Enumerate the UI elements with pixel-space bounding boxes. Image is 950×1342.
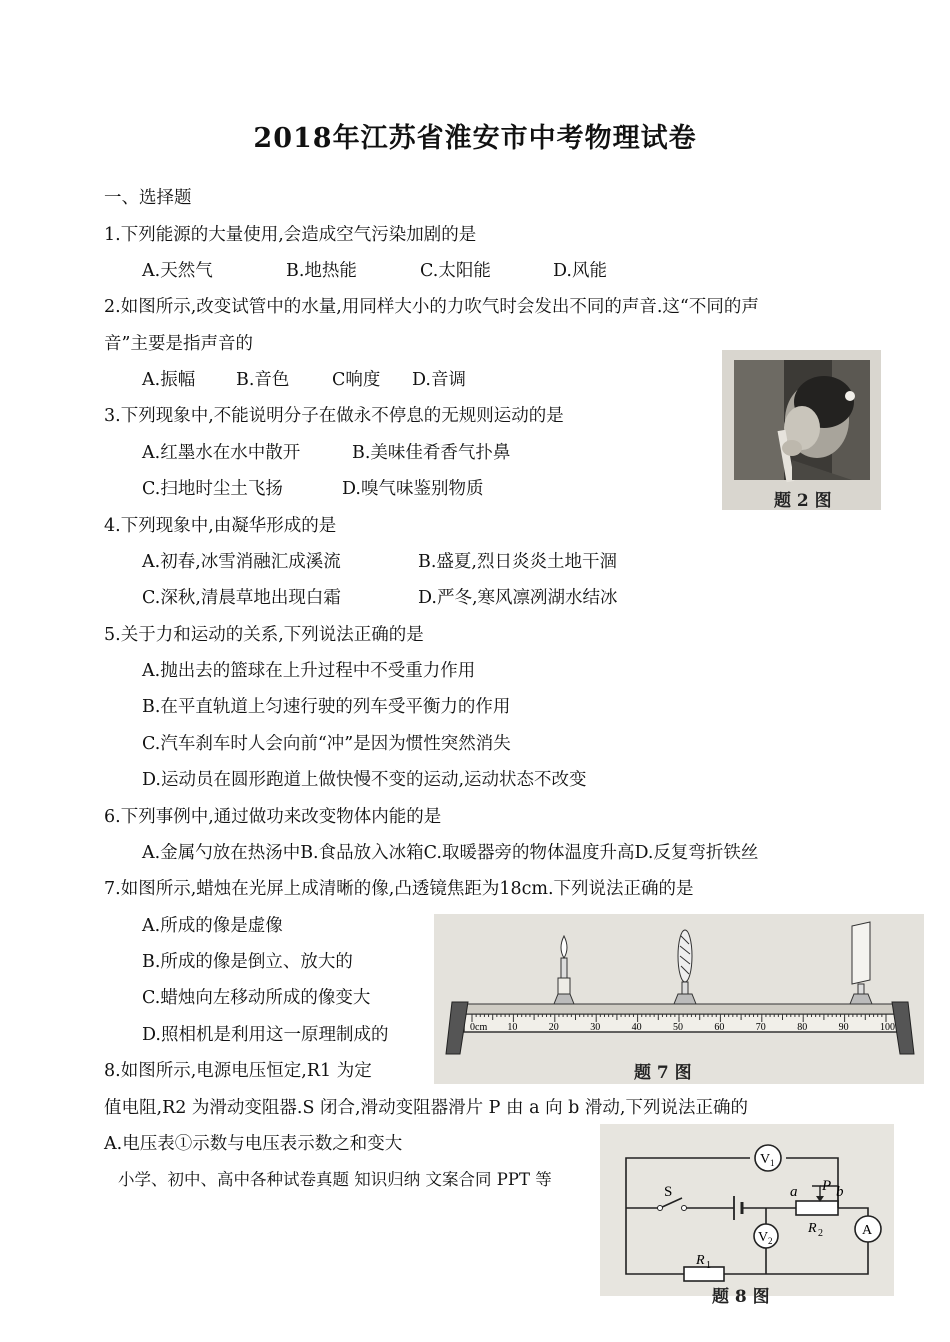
voltmeter-2-subscript: 2 (768, 1236, 773, 1246)
slider-end-a-label: a (790, 1184, 798, 1200)
question-6-stem: 6.下列事例中,通过做功来改变物体内能的是 (104, 807, 442, 827)
question-5-option-c: C.汽车刹车时人会向前“冲”是因为惯性突然消失 (142, 734, 511, 754)
question-3-stem: 3.下列现象中,不能说明分子在做永不停息的无规则运动的是 (104, 406, 564, 426)
question-4-option-b: B.盛夏,烈日炎炎土地干涸 (418, 552, 617, 572)
question-5-option-a: A.抛出去的篮球在上升过程中不受重力作用 (142, 661, 476, 681)
question-2-option-d: D.音调 (412, 370, 466, 390)
voltmeter-1-label: V (760, 1152, 771, 1167)
question-5-option-d: D.运动员在圆形跑道上做快慢不变的运动,运动状态不改变 (142, 770, 587, 790)
r2-subscript: 2 (818, 1228, 823, 1239)
question-4-option-d: D.严冬,寒风凛冽湖水结冰 (418, 588, 618, 608)
question-8-stem-line1: 8.如图所示,电源电压恒定,R1 为定 (104, 1061, 372, 1081)
ruler-label: 100 (880, 1022, 895, 1033)
ruler-label: 20 (548, 1022, 559, 1033)
switch-label: S (664, 1184, 673, 1200)
section-heading: 一、选择题 (104, 188, 192, 208)
voltmeter-1-subscript: 1 (770, 1158, 775, 1168)
slider-p-label: P (822, 1178, 832, 1194)
figure-7-optical-bench (434, 914, 924, 1084)
ruler-label: 0cm (470, 1022, 488, 1033)
r1-subscript: 1 (706, 1260, 711, 1271)
figure-2-photo (722, 350, 881, 510)
ruler-label: 50 (673, 1022, 683, 1033)
question-5-option-b: B.在平直轨道上匀速行驶的列车受平衡力的作用 (142, 697, 511, 717)
question-4-option-a: A.初春,冰雪消融汇成溪流 (142, 552, 341, 572)
figure-7-caption: 题 7 图 (634, 1063, 692, 1083)
question-1-option-b: B.地热能 (286, 261, 357, 281)
question-1-option-c: C.太阳能 (420, 261, 491, 281)
question-1-option-d: D.风能 (553, 261, 607, 281)
ruler-label: 90 (838, 1022, 849, 1033)
question-3-option-a: A.红墨水在水中散开 (142, 443, 301, 463)
question-6-options: A.金属勺放在热汤中B.食品放入冰箱C.取暖器旁的物体温度升高D.反复弯折铁丝 (142, 843, 759, 863)
r2-label: R (808, 1221, 817, 1236)
r1-label: R (696, 1253, 705, 1268)
question-7-stem: 7.如图所示,蜡烛在光屏上成清晰的像,凸透镜焦距为18cm.下列说法正确的是 (104, 879, 694, 899)
question-2-option-c: C响度 (332, 370, 381, 390)
question-4-stem: 4.下列现象中,由凝华形成的是 (104, 516, 337, 536)
question-8-option-a: A.电压表①示数与电压表示数之和变大 (104, 1134, 403, 1154)
watermark-line: 小学、初中、高中各种试卷真题 知识归纳 文案合同 PPT 等 (118, 1170, 552, 1189)
question-3-option-d: D.嗅气味鉴别物质 (342, 479, 484, 499)
figure-8-circuit (600, 1124, 894, 1307)
figure-8-caption: 题 8 图 (712, 1287, 770, 1307)
question-2-stem-line2: 音”主要是指声音的 (104, 334, 253, 354)
ruler-label: 80 (797, 1022, 808, 1033)
question-1-option-a: A.天然气 (142, 261, 213, 281)
question-7-option-b: B.所成的像是倒立、放大的 (142, 952, 353, 972)
question-1-stem: 1.下列能源的大量使用,会造成空气污染加剧的是 (104, 225, 477, 245)
voltmeter-2-label: V (758, 1230, 769, 1245)
question-2-option-a: A.振幅 (142, 370, 196, 390)
ruler-label: 70 (755, 1022, 766, 1033)
ruler-label: 60 (714, 1022, 725, 1033)
question-7-option-a: A.所成的像是虚像 (142, 916, 283, 936)
figure-2-caption: 题 2 图 (774, 491, 832, 511)
question-3-option-c: C.扫地时尘土飞扬 (142, 479, 283, 499)
question-7-option-c: C.蜡烛向左移动所成的像变大 (142, 988, 371, 1008)
question-8-stem-line2: 值电阻,R2 为滑动变阻器.S 闭合,滑动变阻器滑片 P 由 a 向 b 滑动,下列说法正确的 (104, 1098, 748, 1118)
question-4-option-c: C.深秋,清晨草地出现白霜 (142, 588, 341, 608)
question-5-stem: 5.关于力和运动的关系,下列说法正确的是 (104, 625, 424, 645)
circuit-diagram (600, 1124, 894, 1296)
ruler-label: 40 (631, 1022, 642, 1033)
slider-end-b-label: b (836, 1184, 844, 1200)
question-2-option-b: B.音色 (236, 370, 290, 390)
question-2-stem-line1: 2.如图所示,改变试管中的水量,用同样大小的力吹气时会发出不同的声音.这“不同的声 (104, 297, 759, 317)
ruler-label: 30 (590, 1022, 601, 1033)
page-title: 2018年江苏省淮安市中考物理试卷 (253, 123, 697, 154)
ruler-label: 10 (507, 1022, 518, 1033)
question-3-option-b: B.美味佳肴香气扑鼻 (352, 443, 511, 463)
ammeter-label: A (862, 1223, 873, 1238)
question-7-option-d: D.照相机是利用这一原理制成的 (142, 1025, 389, 1045)
